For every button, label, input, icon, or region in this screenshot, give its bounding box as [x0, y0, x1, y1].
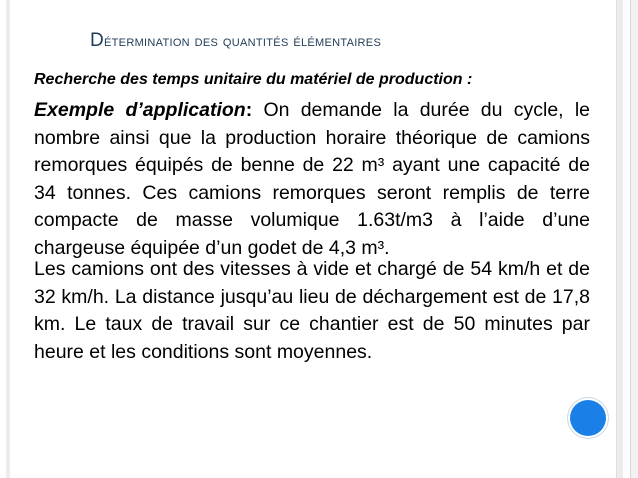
title-initial: D — [90, 30, 105, 51]
title-rest: étermination des quantités élémentaires — [104, 33, 382, 50]
title-text — [90, 30, 382, 51]
example-lead: Exemple d’application — [34, 99, 246, 121]
slide-frame-right — [616, 0, 623, 478]
paragraph-conditions: Les camions ont des vitesses à vide et chargé de 54 km/h et de 32 km/h. La distance jusqu’au lieu de déchargement est de 17,8 km. Le taux de travail sur ce chantier est de 50 minutes par heure et les conditions sont moyennes. — [34, 258, 590, 363]
example-lead-colon: : — [245, 99, 253, 121]
example-text: On demande la durée du cycle, le nombre ainsi que la production horaire théorique de camions remorques équipés de benne de 22 m³ ayant une capacité de 34 tonnes. Ces camions remorques seront remplis de terre compacte de masse volumique 1.63t/m3 à l’aide d’une chargeuse équipée d’un godet de 4,3 m³. — [34, 99, 591, 259]
slide-title — [90, 30, 381, 52]
slide-subtitle: Recherche des temps unitaire du matériel de production : — [34, 71, 473, 88]
decorative-circle-icon — [570, 400, 606, 436]
slide-frame-left — [6, 0, 10, 478]
paragraph-example — [34, 97, 590, 262]
